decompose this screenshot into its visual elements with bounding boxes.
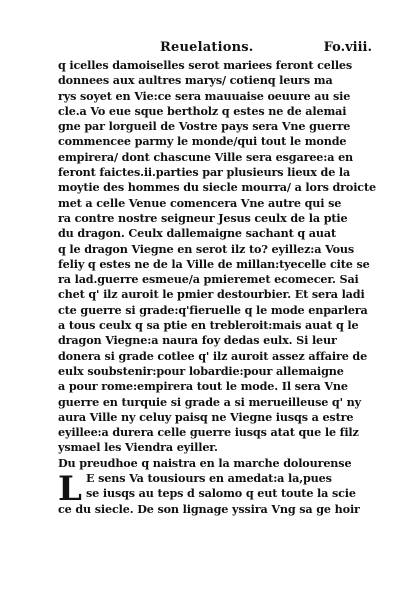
text-line: E sens Va tousiours en amedat:a la,pues: [86, 471, 332, 486]
text-line: ra contre nostre seigneur Jesus ceulx de la ptie: [58, 210, 348, 225]
text-line: dragon Viegne:a naura foy dedas eulx. Si leur: [58, 333, 337, 348]
text-line: commencee parmy le monde/qui tout le monde: [58, 134, 347, 149]
text-line: du dragon. Ceulx dallemaigne sachant q auat: [58, 226, 336, 241]
text-line: donnees aux aultres marys/ cotienq leurs ma: [58, 73, 333, 88]
folio-number: Fo.viii.: [323, 40, 372, 55]
drop-cap-initial: L: [58, 469, 82, 510]
section-heading: Du preudhoe q naistra en la marche dolourense: [58, 455, 352, 470]
text-line: cte guerre si grade:q'fieruelle q le mode enparlera: [58, 302, 368, 317]
text-line: ysmael les Viendra eyiller.: [58, 440, 218, 455]
text-line: empirera/ dont chascune Ville sera esgaree:a en: [58, 149, 354, 164]
text-line: q icelles damoiselles serot mariees feront celles: [58, 58, 353, 72]
text-line: aura Ville ny celuy paisq ne Viegne iusqs a estre: [58, 409, 354, 424]
text-line: moytie des hommes du siecle mourra/ a lors droicte: [58, 180, 376, 195]
text-line: ra lad.guerre esmeue/a pmieremet ecomecer. Sai: [58, 272, 359, 287]
text-line: met a celle Venue comencera Vne autre qui se: [58, 195, 342, 210]
text-line: gne par lorgueil de Vostre pays sera Vne guerre: [58, 119, 351, 134]
text-line: guerre en turquie si grade a si merueilleuse q' ny: [58, 394, 361, 409]
section-paragraph: [58, 471, 376, 517]
text-line: eulx soubstenir:pour lobardie:pour allemaigne: [58, 363, 344, 378]
text-line: se iusqs au teps d salomo q eut toute la scie: [86, 486, 356, 501]
text-block: [58, 58, 376, 517]
text-line: a tous ceulx q sa ptie en trebleroit:mais auat q le: [58, 318, 359, 333]
text-line: feront faictes.ii.parties par plusieurs lieux de la: [58, 165, 351, 180]
text-line: q le dragon Viegne en serot ilz to? eyillez:a Vous: [58, 241, 355, 256]
text-line: chet q' ilz auroit le pmier destourbier. Et sera ladi: [58, 287, 365, 302]
text-line: donera si grade cotlee q' ilz auroit assez affaire de: [58, 348, 368, 363]
text-line: ce du siecle. De son lignage yssira Vng sa ge hoir: [58, 501, 360, 516]
body-paragraph: [58, 58, 376, 456]
text-line: rys soyet en Vie:ce sera mauuaise oeuure au sie: [58, 88, 351, 103]
text-line: feliy q estes ne de la Ville de millan:tyecelle cite se: [58, 256, 370, 271]
page-header: [60, 40, 372, 58]
text-line: a pour rome:empirera tout le mode. Il sera Vne: [58, 379, 348, 394]
text-line: cle.a Vo eue sque bertholz q estes ne de alemai: [58, 103, 347, 118]
text-line: eyillee:a durera celle guerre iusqs atat que le filz: [58, 425, 359, 440]
running-title: Reuelations.: [160, 40, 254, 55]
